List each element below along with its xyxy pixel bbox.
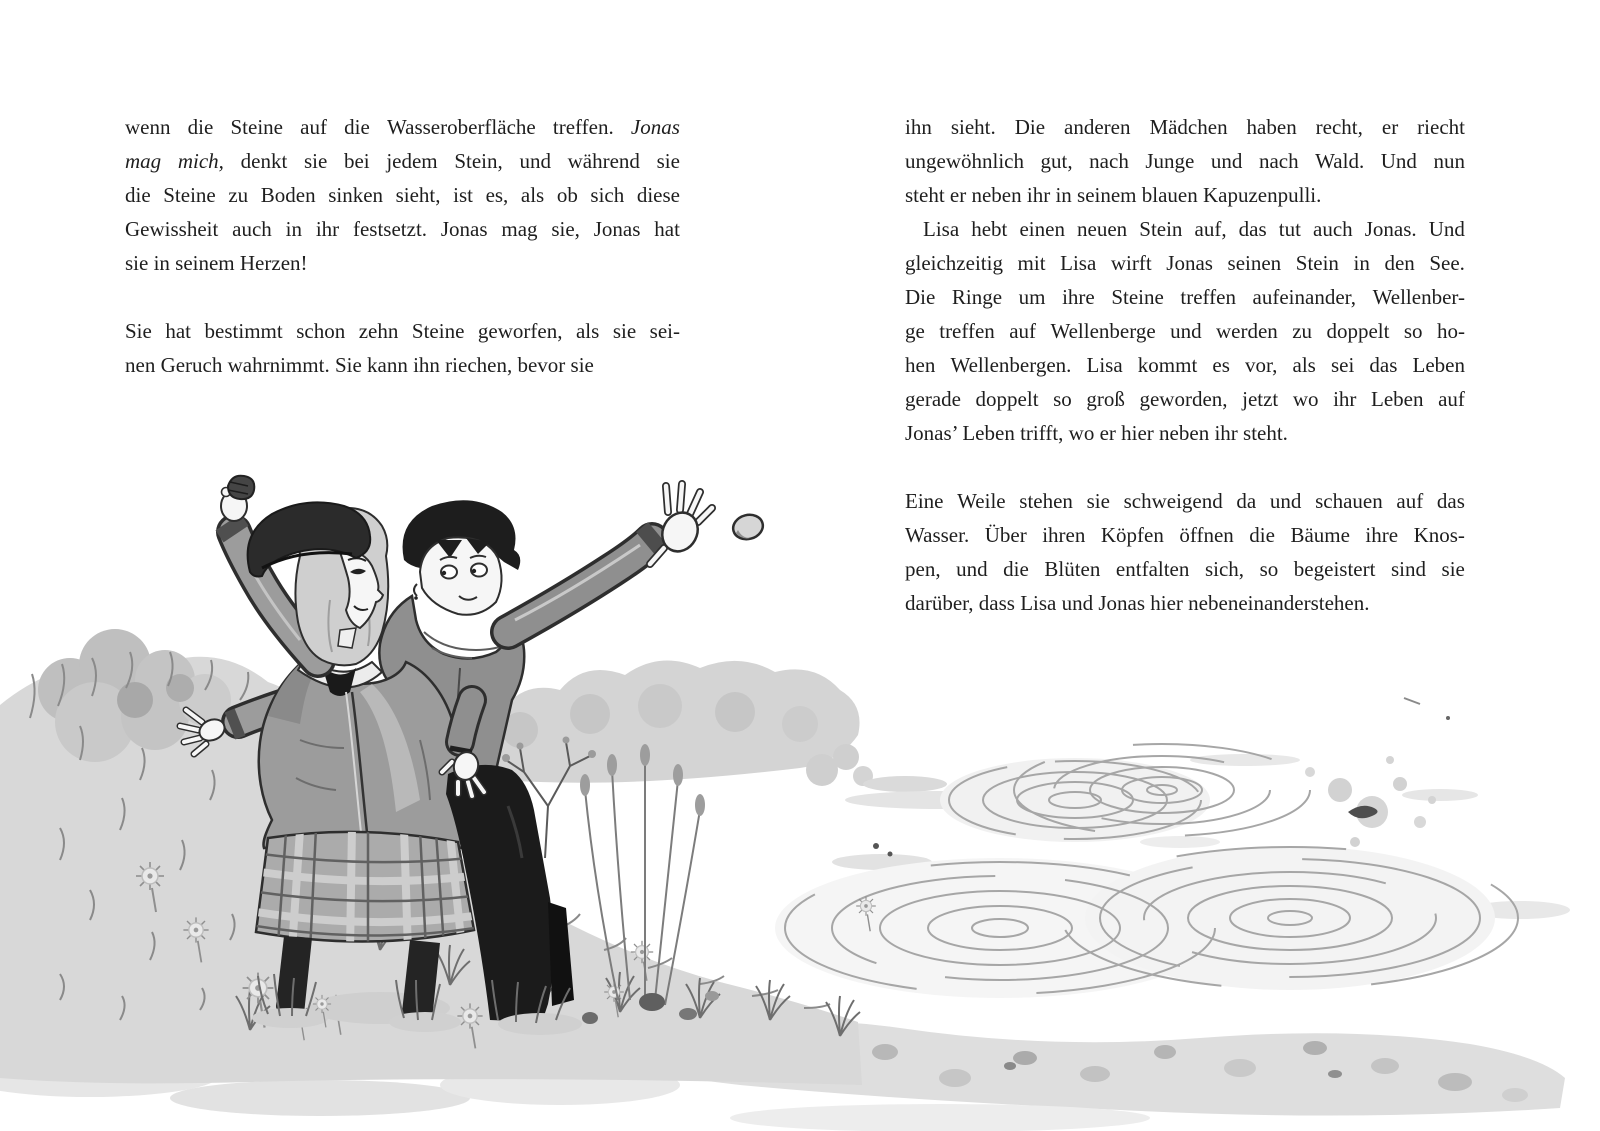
text-line: steht er neben ihr in seinem blauen Kapuzenpulli. — [905, 183, 1322, 207]
water — [775, 698, 1570, 998]
text-line: Sie hat bestimmt schon zehn Steine geworfen, als sie sei- — [125, 319, 680, 343]
lisa-hand-stone — [221, 476, 254, 521]
text-line: Jonas’ Leben trifft, wo er hier neben ihr steht. — [905, 421, 1288, 445]
text-line: Eine Weile stehen sie schweigend da und schauen auf das — [905, 489, 1465, 513]
text-line: ge treffen auf Wellenberge und werden zu doppelt so ho- — [905, 319, 1465, 343]
text-line: Gewissheit auch in ihr festsetzt. Jonas mag sie, Jonas hat — [125, 217, 680, 241]
held-stone — [228, 476, 254, 499]
text-line: mag mich, denkt sie bei jedem Stein, und während sie — [125, 149, 680, 173]
right-page-text — [905, 110, 1465, 620]
paragraph — [905, 212, 1465, 450]
text-line: nen Geruch wahrnimmt. Sie kann ihn riechen, bevor sie — [125, 353, 594, 377]
thrown-stone — [730, 512, 765, 543]
text-line: ungewöhnlich gut, nach Junge und nach Wald. Und nun — [905, 149, 1465, 173]
text-line: gleichzeitig mit Lisa wirft Jonas seinen Stein in den See. — [905, 251, 1465, 275]
text-line: Lisa hebt einen neuen Stein auf, das tut auch Jonas. Und — [923, 217, 1465, 241]
paragraph — [905, 484, 1465, 620]
text-line: pen, und die Blüten entfalten sich, so begeistert sind sie — [905, 557, 1465, 581]
text-line: gerade doppelt so groß geworden, jetzt wo ihr Leben auf — [905, 387, 1465, 411]
text-line: hen Wellenbergen. Lisa kommt es vor, als sei das Leben — [905, 353, 1465, 377]
paragraph — [125, 110, 680, 280]
jonas-earring — [414, 596, 418, 600]
text-line: sie in seinem Herzen! — [125, 251, 308, 275]
text-line: die Steine zu Boden sinken sieht, ist es, als ob sich diese — [125, 183, 680, 207]
text-line: ihn sieht. Die anderen Mädchen haben recht, er riecht — [905, 115, 1465, 139]
text-line: Die Ringe um ihre Steine treffen aufeinander, Wellenber- — [905, 285, 1465, 309]
paragraph — [125, 314, 680, 382]
left-page-text — [125, 110, 680, 382]
lisa-skirt — [256, 826, 475, 952]
paragraph — [905, 110, 1465, 212]
text-line: darüber, dass Lisa und Jonas hier nebeneinanderstehen. — [905, 591, 1370, 615]
text-line: Wasser. Über ihren Köpfen öffnen die Bäume ihre Knos- — [905, 523, 1465, 547]
text-line: wenn die Steine auf die Wasseroberfläche treffen. Jonas — [125, 115, 680, 139]
jonas-face — [420, 537, 502, 614]
